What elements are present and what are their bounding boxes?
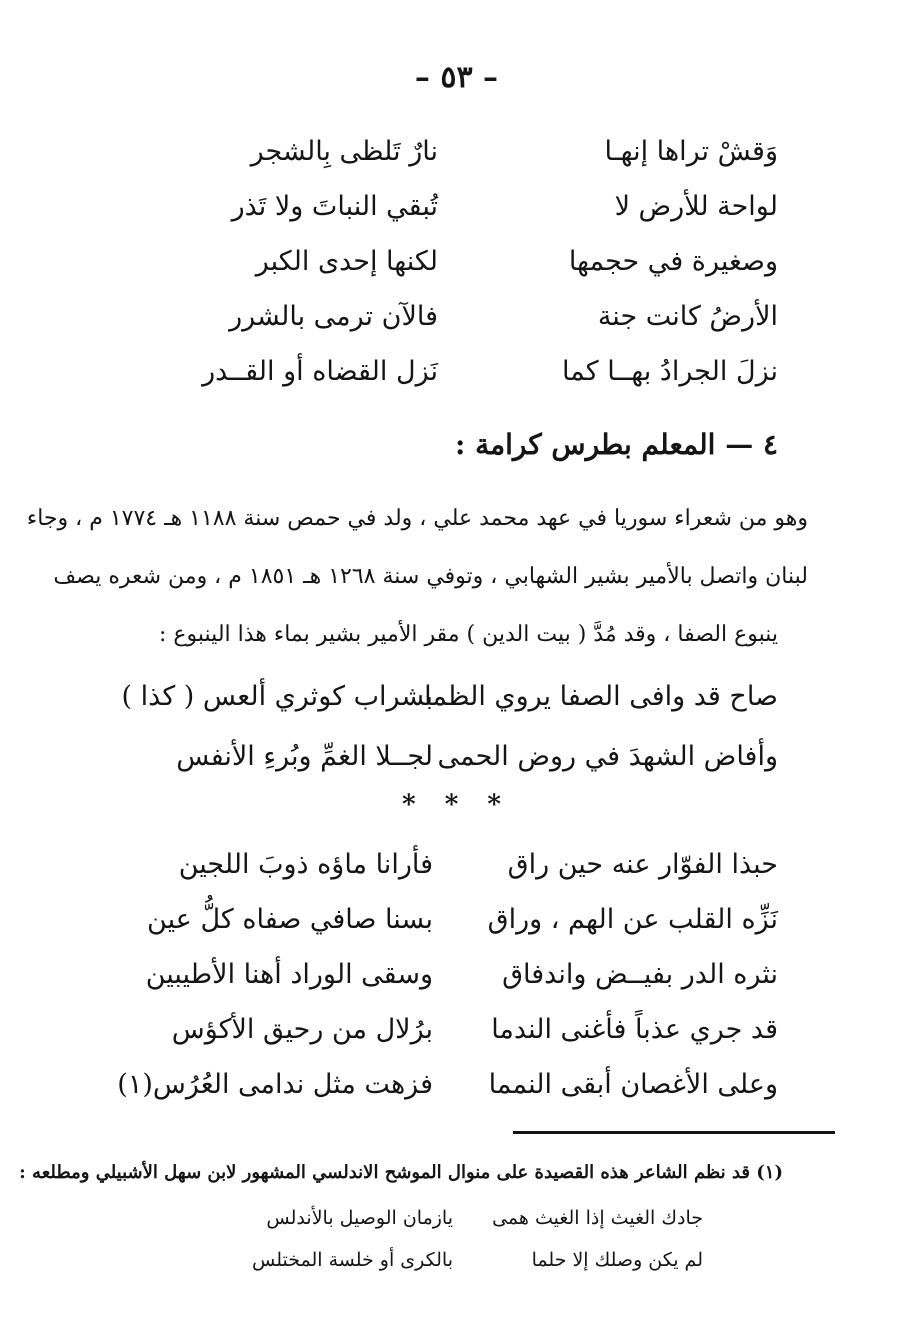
verse-second-hemistich: نَزل القضاه أو القــدر [202,356,438,387]
verse [128,1010,778,1050]
verse-first-hemistich: وصغيرة في حجمها [568,246,778,277]
verse [198,132,778,172]
verse-first-hemistich: وَقشْ تراها إنهـا [604,136,778,167]
verse-second-hemistich: بشراب كوثري ألعس ( كذا ) [121,681,433,712]
verse [128,845,778,885]
footnote-text: (١) قد نظم الشاعر هذه القصيدة على منوال الموشح الاندلسي المشهور لابن سهل الأشبيلي ومطلعه : [19,1162,783,1183]
verse-first-hemistich: صاح قد وافى الصفا يروي الظما [424,681,778,712]
verse-first-hemistich: نَزِّه القلب عن الهم ، وراق [487,904,778,935]
verse-first-hemistich: حبذا الفوّار عنه حين راق [507,849,778,880]
verse-second-hemistich: بسنا صافي صفاه كلُّ عين [147,904,433,935]
verse [121,677,778,717]
verse-first-hemistich: قد جري عذباً فأغنى الندما [491,1014,778,1045]
paragraph-line: وهو من شعراء سوريا في عهد محمد علي ، ولد في حمص سنة ١١٨٨ هـ ١٧٧٤ م ، وجاء [26,506,808,531]
verse [128,737,778,777]
verse-first-hemistich: لواحة للأرض لا [614,191,778,222]
verse [128,900,778,940]
verse-second-hemistich: فالآن ترمى بالشرر [229,301,438,332]
verse-first-hemistich: نثره الدر بفيــض واندفاق [502,959,778,990]
verse-second-hemistich: فأرانا ماؤه ذوبَ اللجين [178,849,433,880]
verse-first-hemistich: لم يكن وصلك إلا حلما [531,1249,703,1271]
verse-second-hemistich: فزهت مثل ندامى العُرُس(١) [117,1069,433,1100]
verse-first-hemistich: وعلى الأغصان أبقى النمما [488,1069,778,1100]
verse-second-hemistich: لكنها إحدى الكبر [255,246,438,277]
verse-second-hemistich: يازمان الوصيل بالأندلس [266,1207,453,1229]
verse-second-hemistich: نارٌ تَلظى بِالشجر [250,136,438,167]
footnote-verse [203,1203,703,1233]
paragraph-line: ينبوع الصفا ، وقد مُدَّ ( بيت الدين ) مقر الأمير بشير بماء هذا الينبوع : [159,622,778,647]
verse-second-hemistich: لجــلا الغمِّ وبُرءِ الأنفس [176,741,433,772]
verse [198,352,778,392]
page-number: – ٥٣ – [414,60,499,95]
verse [198,187,778,227]
verse-first-hemistich: نزلَ الجرادُ بهــا كما [561,356,778,387]
verse-first-hemistich: وأفاض الشهدَ في روض الحمى [437,741,778,772]
verse-second-hemistich: وسقى الوراد أهنا الأطيبين [145,959,433,990]
verse [128,955,778,995]
verse-second-hemistich: بالكرى أو خلسة المختلس [251,1249,453,1271]
paragraph-line: لبنان واتصل بالأمير بشير الشهابي ، وتوفي سنة ١٢٦٨ هـ ١٨٥١ م ، ومن شعره يصف [53,564,808,589]
verse [117,1065,778,1105]
verse-first-hemistich: الأرضُ كانت جنة [597,301,778,332]
verse-first-hemistich: جادك الغيث إذا الغيث همى [492,1207,703,1229]
verse [198,242,778,282]
verse-second-hemistich: برُلال من رحيق الأكؤس [171,1014,433,1045]
verse [198,297,778,337]
footnote-separator-rule [513,1131,835,1134]
footnote-verse [203,1245,703,1275]
section-heading: ٤ — المعلم بطرس كرامة : [455,428,778,461]
verse-second-hemistich: تُبقي النباتَ ولا تَذر [231,191,438,222]
section-separator-stars: * * * [402,790,511,820]
